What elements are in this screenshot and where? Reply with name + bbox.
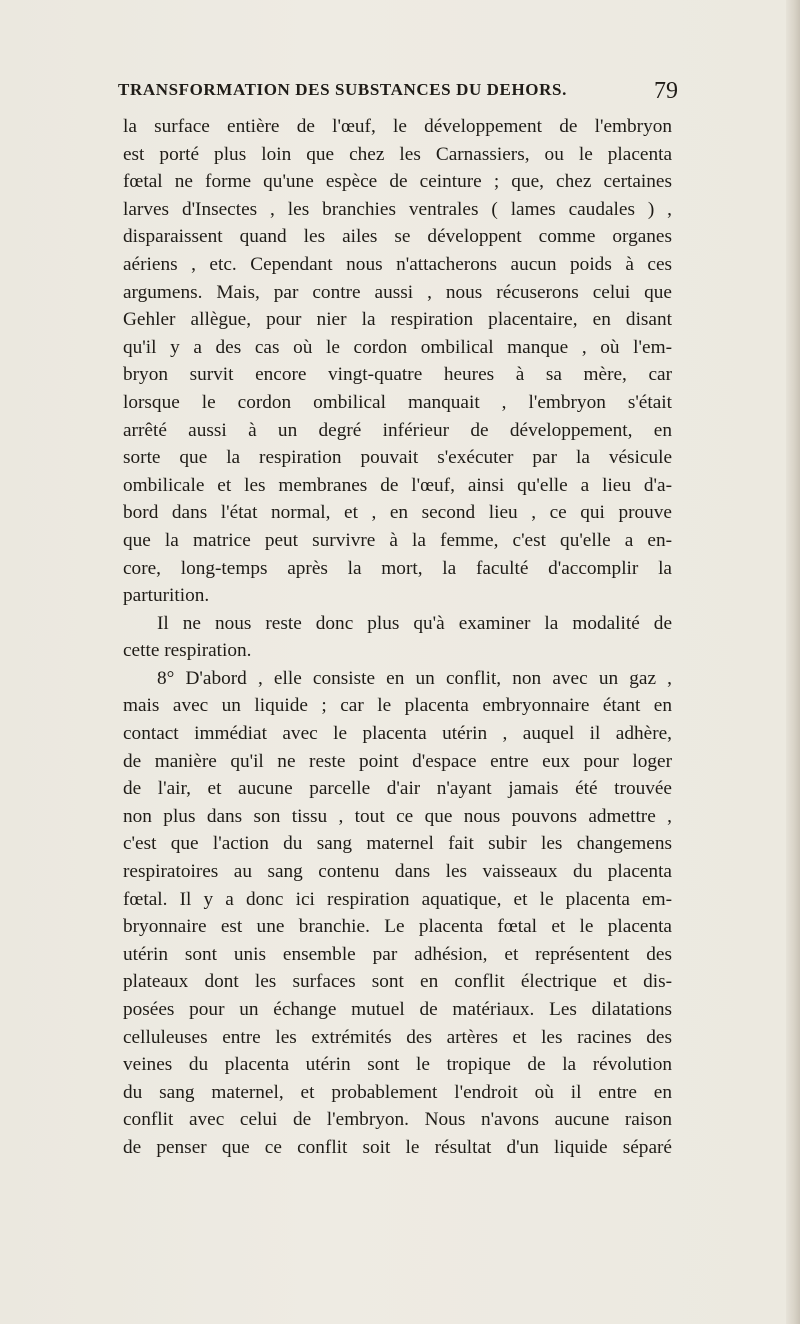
- text-line: du sang maternel, et probablement l'endroit où il entre en: [123, 1081, 672, 1103]
- text-line: que la matrice peut survivre à la femme, c'est qu'elle a en-: [123, 529, 672, 551]
- body-text: [123, 113, 672, 1162]
- text-line: non plus dans son tissu , tout ce que nous pouvons admettre ,: [123, 805, 672, 827]
- text-line: plateaux dont les surfaces sont en conflit électrique et dis-: [123, 971, 672, 993]
- text-line: de penser que ce conflit soit le résultat d'un liquide séparé: [123, 1136, 672, 1158]
- text-line: core, long-temps après la mort, la faculté d'accomplir la: [123, 557, 672, 579]
- text-line: est porté plus loin que chez les Carnassiers, ou le placenta: [123, 143, 672, 165]
- text-line: c'est que l'action du sang maternel fait subir les changemens: [123, 833, 672, 855]
- text-line: cette respiration.: [123, 640, 252, 662]
- text-line: Gehler allègue, pour nier la respiration placentaire, en disant: [123, 309, 672, 331]
- text-line: celluleuses entre les extrémités des artères et les racines des: [123, 1026, 672, 1048]
- text-line: aériens , etc. Cependant nous n'attacherons aucun poids à ces: [123, 253, 672, 275]
- text-line: disparaissent quand les ailes se développent comme organes: [123, 226, 672, 248]
- text-line: Il ne nous reste donc plus qu'à examiner la modalité de: [157, 612, 672, 634]
- text-line: conflit avec celui de l'embryon. Nous n'avons aucune raison: [123, 1109, 672, 1131]
- text-line: lorsque le cordon ombilical manquait , l'embryon s'était: [123, 391, 672, 413]
- page-number: 79: [654, 78, 678, 104]
- text-line: ombilicale et les membranes de l'œuf, ainsi qu'elle a lieu d'a-: [123, 474, 672, 496]
- text-line: argumens. Mais, par contre aussi , nous récuserons celui que: [123, 281, 672, 303]
- text-line: bryon survit encore vingt-quatre heures à sa mère, car: [123, 364, 672, 386]
- text-line: veines du placenta utérin sont le tropique de la révolution: [123, 1054, 672, 1076]
- text-line: sorte que la respiration pouvait s'exécuter par la vésicule: [123, 447, 672, 469]
- text-line: de manière qu'il ne reste point d'espace entre eux pour loger: [123, 750, 672, 772]
- text-line: 8° D'abord , elle consiste en un conflit, non avec un gaz ,: [157, 667, 672, 689]
- page-edge-shadow: [786, 0, 800, 1324]
- text-line: contact immédiat avec le placenta utérin , auquel il adhère,: [123, 723, 672, 745]
- text-line: bryonnaire est une branchie. Le placenta fœtal et le placenta: [123, 916, 672, 938]
- running-title: TRANSFORMATION DES SUBSTANCES DU DEHORS.: [118, 80, 567, 99]
- text-line: mais avec un liquide ; car le placenta embryonnaire étant en: [123, 695, 672, 717]
- text-line: respiratoires au sang contenu dans les vaisseaux du placenta: [123, 861, 672, 883]
- text-line: parturition.: [123, 585, 210, 607]
- text-line: larves d'Insectes , les branchies ventrales ( lames caudales ) ,: [123, 198, 672, 220]
- text-line: qu'il y a des cas où le cordon ombilical manque , où l'em-: [123, 336, 672, 358]
- page-header: [118, 80, 678, 106]
- text-line: bord dans l'état normal, et , en second lieu , ce qui prouve: [123, 502, 672, 524]
- text-line: posées pour un échange mutuel de matériaux. Les dilatations: [123, 999, 672, 1020]
- text-line: fœtal. Il y a donc ici respiration aquatique, et le placenta em-: [123, 888, 672, 910]
- text-line: arrêté aussi à un degré inférieur de développement, en: [123, 419, 672, 441]
- text-line: la surface entière de l'œuf, le développement de l'embryon: [123, 116, 672, 137]
- text-line: fœtal ne forme qu'une espèce de ceinture ; que, chez certaines: [123, 171, 672, 193]
- text-line: de l'air, et aucune parcelle d'air n'ayant jamais été trouvée: [123, 778, 672, 800]
- text-line: utérin sont unis ensemble par adhésion, et représentent des: [123, 943, 672, 965]
